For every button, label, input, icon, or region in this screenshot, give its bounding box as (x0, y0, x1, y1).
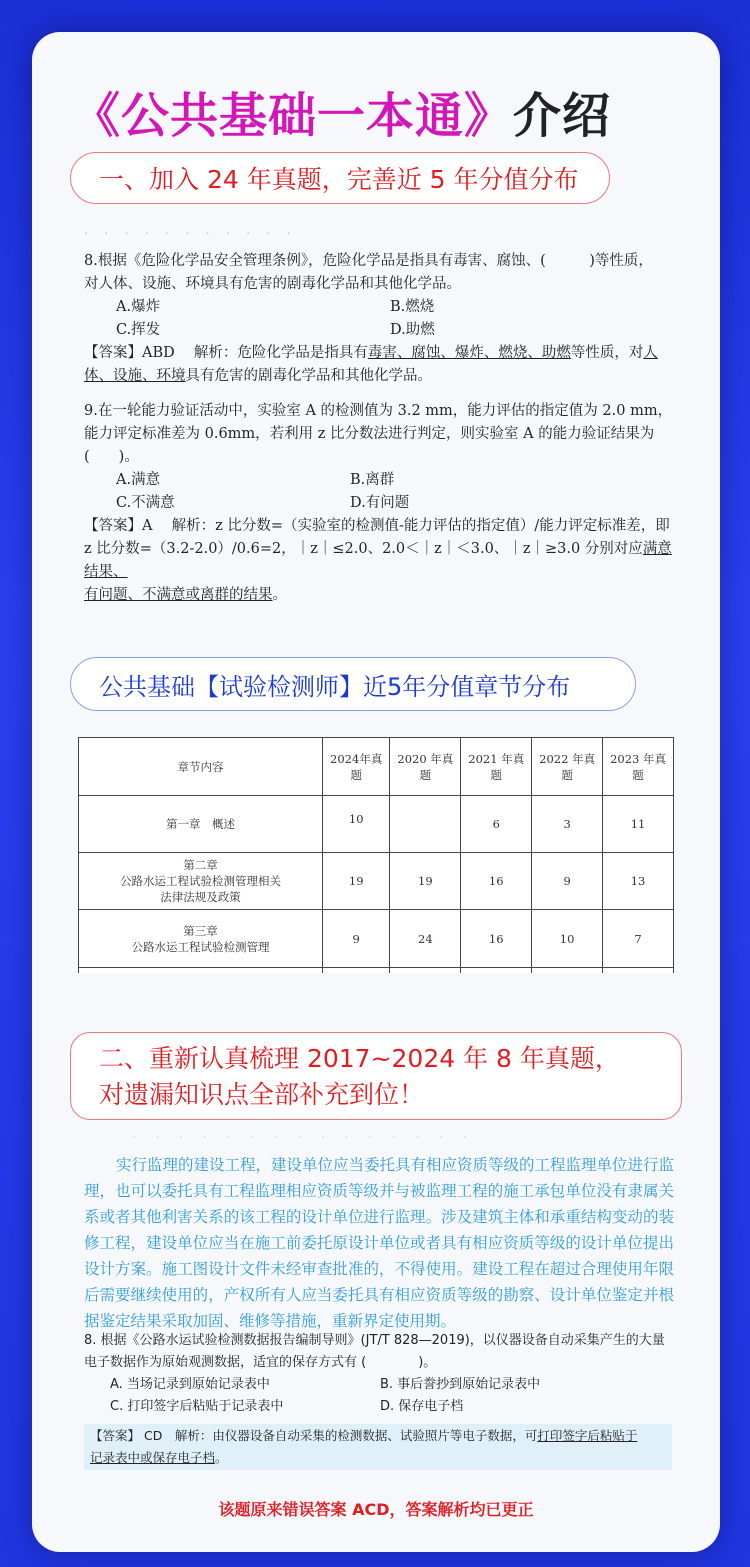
q8b-stem-line-1: 8. 根据《公路水运试验检测数据报告编制导则》(JT/T 828—2019)，以仪器设备自动采集产生的大量 (84, 1333, 665, 1348)
q8b-option-a: A. 当场记录到原始记录表中 (110, 1377, 270, 1392)
faded-text-top: · · · · · · · · · · · (84, 227, 297, 242)
table-cell (390, 796, 461, 853)
table-cell: 11 (603, 796, 674, 853)
q8b-option-b: B. 事后誊抄到原始记录表中 (380, 1377, 541, 1392)
q8-options-row-2 (84, 319, 684, 342)
title-book-name: 《公共基础一本通》 (72, 88, 514, 144)
table-row (79, 910, 674, 968)
q8-option-a: A.爆炸 (116, 299, 161, 315)
q8-answer-underline-1: 毒害、腐蚀、爆炸、燃烧、助燃 (367, 345, 571, 361)
q8-option-c: C.挥发 (116, 322, 161, 338)
table-header-cell: 章节内容 (79, 738, 323, 796)
q9-answer-end: 。 (272, 587, 287, 603)
table-cell: 16 (461, 910, 532, 968)
question-9-block (84, 400, 684, 607)
table-cell: 9 (323, 910, 390, 968)
page-title (72, 77, 611, 147)
q8-options-row-1 (84, 296, 684, 319)
q9-options-row-1 (84, 469, 684, 492)
table-cell: 24 (390, 910, 461, 968)
q8b-answer-prefix: 【答案】 CD 解析：由仪器设备自动采集的检测数据、试验照片等电子数据，可 (90, 1428, 538, 1443)
q8b-answer-end: 。 (215, 1450, 228, 1465)
q8-answer-underline-2a: 人 (643, 345, 658, 361)
q9-option-b: B.离群 (350, 472, 395, 488)
q8-answer-mid: 等性质，对 (570, 345, 644, 361)
table-header-row (79, 738, 674, 796)
section-heading-2: 公共基础【试验检测师】近5年分值章节分布 (70, 657, 636, 711)
table-cell: 13 (603, 853, 674, 910)
q9-answer-prefix: z 比分数=（3.2-2.0）/0.6=2，｜z｜≤2.0、2.0＜｜z｜＜3.0、｜z｜≥3.0 分别对应 (84, 541, 643, 557)
q8-answer-underline-2b: 体、设施、环境 (84, 368, 186, 384)
q8-answer-end: 具有危害的剧毒化学品和其他化学品。 (185, 368, 432, 384)
q8b-options-row-1 (84, 1374, 684, 1396)
table-cell: 10 (532, 910, 603, 968)
q8b-stem-line-2: 电子数据作为原始观测数据，适宜的保存方式有 ( )。 (84, 1355, 437, 1370)
table-header-cell: 2023 年真题 (603, 738, 674, 796)
q9-answer-underline-2: 有问题、不满意或离群的结果 (84, 587, 273, 603)
section-heading-3-line-1: 二、重新认真梳理 2017~2024 年 8 年真题， (99, 1044, 620, 1073)
q9-answer-line-1: 【答案】A 解析：z 比分数=（实验室的检测值-能力评估的指定值）/能力评定标准差，即 (84, 518, 670, 534)
table-cell: 9 (532, 853, 603, 910)
table-cell-chapter (79, 910, 323, 968)
section-heading-3 (70, 1032, 682, 1120)
q9-option-c: C.不满意 (116, 495, 175, 511)
title-suffix: 介绍 (513, 88, 612, 144)
chapter-name: 第二章 (183, 858, 218, 872)
q9-stem-line-2: 能力评定标准差为 0.6mm，若利用 z 比分数法进行判定，则实验室 A 的能力验证结果为 (84, 426, 655, 442)
table-header-cell: 2020 年真题 (390, 738, 461, 796)
q9-answer-line-2 (84, 538, 684, 584)
q9-stem-line-3: ( )。 (84, 449, 139, 465)
q9-option-a: A.满意 (116, 472, 161, 488)
chapter-subtitle: 公路水运工程试验检测管理 (131, 939, 270, 954)
q8b-answer-line-1 (90, 1425, 666, 1447)
table-cell: 16 (461, 853, 532, 910)
q8b-option-c: C. 打印签字后粘贴于记录表中 (110, 1399, 284, 1414)
q8-answer-prefix: 【答案】ABD 解析：危险化学品是指具有 (84, 345, 368, 361)
table-row (79, 853, 674, 910)
table-cell: 10 (323, 796, 390, 853)
q8-option-b: B.燃烧 (390, 299, 435, 315)
chapter-name: 第一章 概述 (166, 817, 235, 831)
q8b-answer-line-2 (90, 1447, 666, 1469)
table-cell: 19 (323, 853, 390, 910)
table-cell-chapter (79, 796, 323, 853)
q8b-options-row-2 (84, 1396, 684, 1418)
q9-option-d: D.有问题 (350, 495, 410, 511)
intro-card (32, 32, 720, 1552)
score-distribution-table-wrap (78, 737, 674, 973)
table-cell: 19 (390, 853, 461, 910)
table-header-cell: 2021 年真题 (461, 738, 532, 796)
table-cell: 3 (532, 796, 603, 853)
chapter-subtitle: 公路水运工程试验检测管理相关 (120, 874, 281, 888)
table-row-partial (79, 968, 674, 974)
q8-stem-line-1: 8.根据《危险化学品安全管理条例》，危险化学品是指具有毒害、腐蚀、( )等性质， (84, 253, 653, 269)
section-heading-3-line-2: 对遗漏知识点全部补充到位！ (99, 1080, 425, 1109)
q8b-answer-underline-2: 记录表中或保存电子档 (90, 1450, 216, 1465)
q8-answer-line-2 (84, 365, 684, 388)
section-heading-1: 一、加入 24 年真题，完善近 5 年分值分布 (70, 152, 610, 204)
q8-answer (84, 342, 684, 365)
q9-stem-line-1: 9.在一轮能力验证活动中，实验室 A 的检测值为 3.2 mm，能力评估的指定值为 2.0 mm， (84, 403, 673, 419)
q8b-answer-underline-1: 打印签字后粘贴于 (537, 1428, 638, 1443)
chapter-name: 第三章 (183, 923, 218, 938)
faded-text-mid: · · · · · · · · · · · · · · · (132, 1130, 475, 1144)
table-cell: 7 (603, 910, 674, 968)
table-header-cell: 2022 年真题 (532, 738, 603, 796)
q9-answer-underline-1: 满意结果、 (84, 541, 672, 580)
q8b-answer-box (84, 1424, 672, 1470)
q9-options-row-2 (84, 492, 684, 515)
q8-stem-line-2: 对人体、设施、环境具有危害的剧毒化学品和其他化学品。 (84, 276, 461, 292)
table-row (79, 796, 674, 853)
question-8b-block (84, 1330, 684, 1418)
table-cell-chapter (79, 853, 323, 910)
score-distribution-table (78, 737, 674, 973)
question-8-block (84, 250, 684, 388)
regulation-paragraph: 实行监理的建设工程，建设单位应当委托具有相应资质等级的工程监理单位进行监理，也可以委托具有工程监理相应资质等级并与被监理工程的施工承包单位没有隶属关系或者其他利害关系的该工程的设计单位进行监理。涉及建筑主体和承重结构变动的装修工程，建设单位应当在施工前委托原设计单位或者具有相应资质等级的设计单位提出设计方案。施工图设计文件未经审查批准的，不得使用。建设工程在超过合理使用年限后需要继续使用的，产权所有人应当委托具有相应资质等级的勘察、设计单位鉴定并根据鉴定结果采取加固、维修等措施，重新界定使用期。 (84, 1156, 675, 1330)
table-header-cell: 2024年真题 (323, 738, 390, 796)
q8b-option-d: D. 保存电子档 (380, 1399, 464, 1414)
correction-note: 该题原来错误答案 ACD，答案解析均已更正 (218, 1500, 534, 1519)
q9-answer-line-3 (84, 584, 684, 607)
q8-option-d: D.助燃 (390, 322, 435, 338)
table-cell: 6 (461, 796, 532, 853)
chapter-subtitle-2: 法律法规及政策 (160, 890, 241, 904)
